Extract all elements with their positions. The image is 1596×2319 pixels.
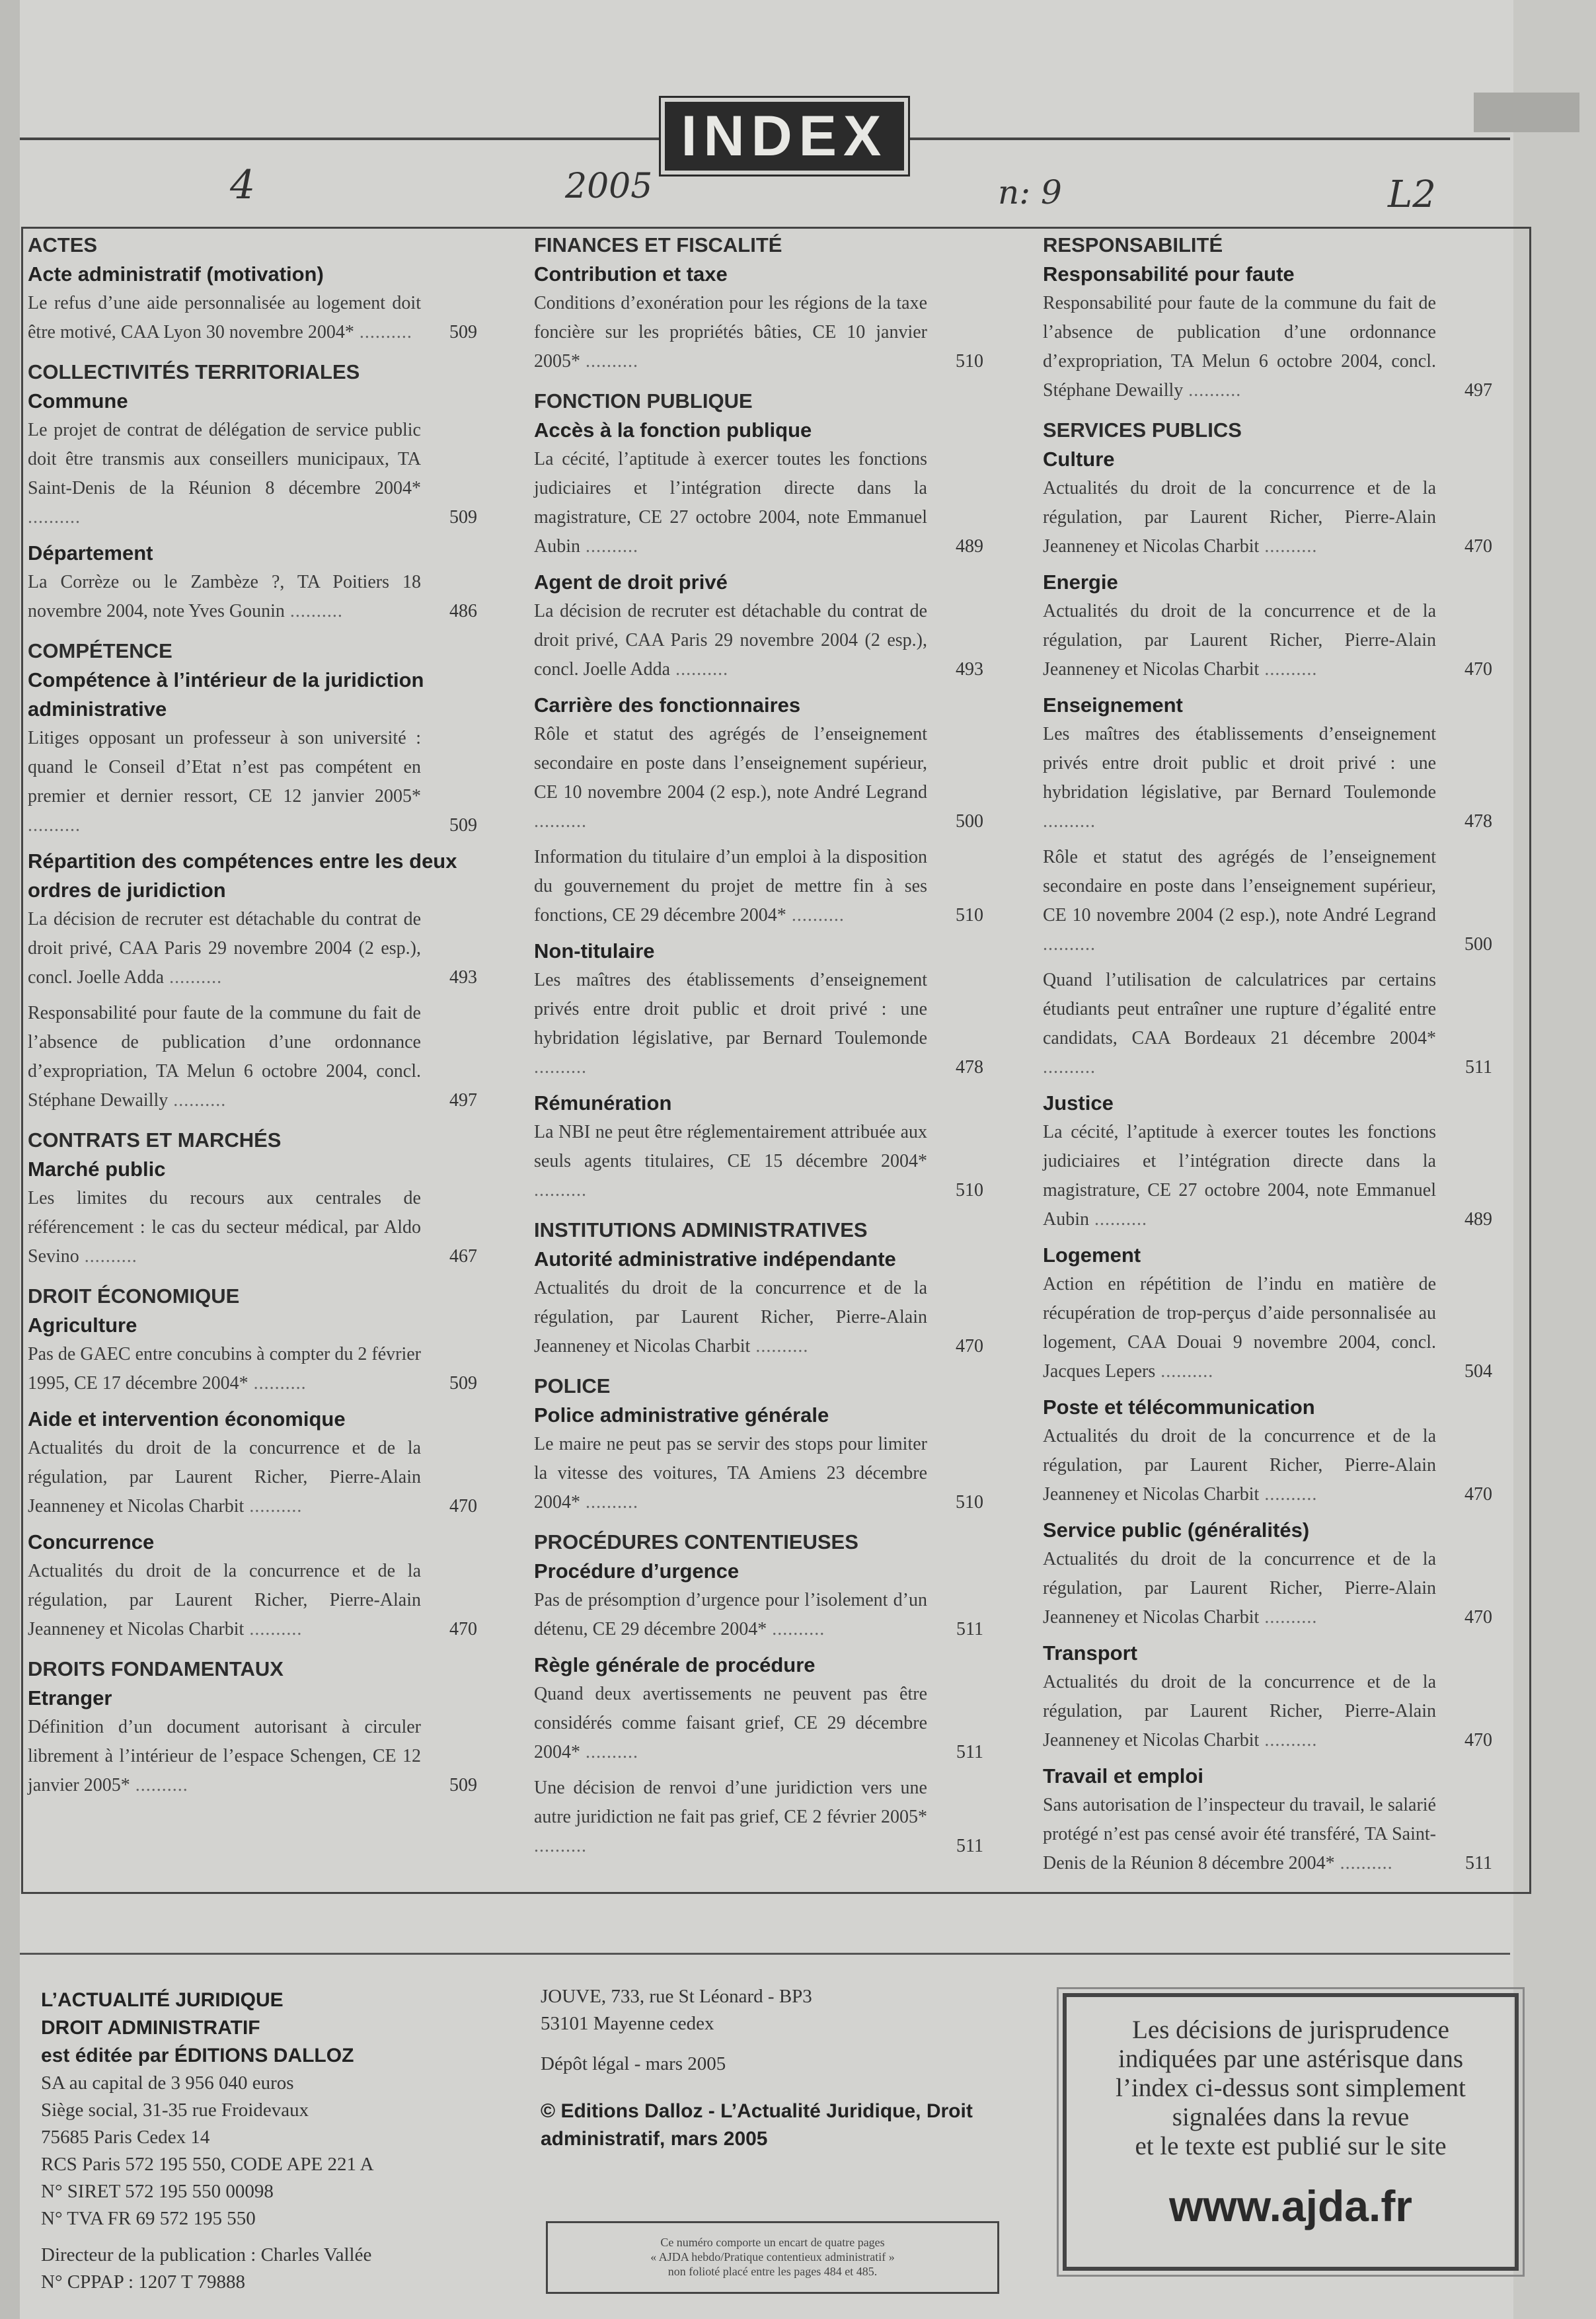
publisher-detail: SA au capital de 3 956 040 euros	[41, 2072, 294, 2094]
leader-dots: ..........	[534, 1180, 587, 1200]
leader-dots: ..........	[580, 1492, 638, 1513]
entry-text: La Corrèze ou le Zambèze ?, TA Poitiers 18 novembre 2004, note Yves Gounin	[28, 572, 421, 621]
page-number: 467	[449, 1246, 477, 1267]
handwritten-mark-1: 4	[230, 162, 256, 208]
section-heading: COLLECTIVITÉS TERRITORIALES	[28, 360, 360, 383]
page-number: 470	[956, 1336, 983, 1356]
subsection-heading: Travail et emploi	[1043, 1764, 1203, 1788]
note-line: l’index ci-dessus sont simplement	[1116, 2074, 1466, 2102]
entry-text: Pas de GAEC entre concubins à compter du 2 février 1995, CE 17 décembre 2004*	[28, 1344, 421, 1394]
subsection-heading: Logement	[1043, 1243, 1141, 1267]
index-entry	[534, 720, 983, 836]
entry-text: Conditions d’exonération pour les régions de la taxe foncière sur les propriétés bâties, CE 10 janvier 2005*	[534, 293, 927, 372]
index-entry	[1043, 1668, 1492, 1755]
subsection-heading: Commune	[28, 389, 128, 413]
entry-text: Actualités du droit de la concurrence et de la régulation, par Laurent Richer, Pierre-Alain Jeanneney et Nicolas Charbit	[534, 1278, 927, 1356]
subsection-heading: Répartition des compétences entre les deux ordres de juridiction	[28, 849, 457, 902]
page-number: 509	[449, 1373, 477, 1394]
insert-note-box	[546, 2221, 999, 2294]
subsection-heading: Compétence à l’intérieur de la juridiction administrative	[28, 668, 424, 721]
section-heading: POLICE	[534, 1374, 611, 1397]
entry-text: La cécité, l’aptitude à exercer toutes les fonctions judiciaires et l’intégration directe dans la magistrature, CE 27 octobre 2004, note Emmanuel Aubin	[534, 449, 927, 557]
website-link[interactable]: www.ajda.fr	[1169, 2181, 1412, 2230]
note-line: et le texte est publié sur le site	[1135, 2132, 1447, 2160]
entry-text: Quand deux avertissements ne peuvent pas être considérés comme faisant grief, CE 29 décembre 2004*	[534, 1684, 927, 1762]
subsection-heading: Responsabilité pour faute	[1043, 262, 1295, 286]
page-number: 470	[1464, 659, 1492, 680]
leader-dots: ..........	[248, 1373, 307, 1394]
entry-text: La cécité, l’aptitude à exercer toutes les fonctions judiciaires et l’intégration directe dans la magistrature, CE 27 octobre 2004, note Emmanuel Aubin	[1043, 1122, 1436, 1230]
section-heading: RESPONSABILITÉ	[1043, 233, 1223, 256]
leader-dots: ..........	[534, 811, 587, 832]
leader-dots: ..........	[1334, 1853, 1393, 1873]
entry-text: Actualités du droit de la concurrence et de la régulation, par Laurent Richer, Pierre-Alain Jeanneney et Nicolas Charbit	[1043, 1549, 1436, 1628]
copyright-notice: © Editions Dalloz - L’Actualité Juridique, Droit administratif, mars 2005	[541, 2100, 973, 2150]
index-entry	[28, 1557, 477, 1644]
index-entry	[1043, 1118, 1492, 1234]
leader-dots: ..........	[1089, 1209, 1147, 1230]
subsection-heading: Non-titulaire	[534, 939, 655, 963]
page-number: 509	[449, 1775, 477, 1795]
index-entry	[534, 445, 983, 561]
page-number: 470	[1464, 1730, 1492, 1750]
section-heading: CONTRATS ET MARCHÉS	[28, 1128, 282, 1152]
leader-dots: ..........	[580, 536, 638, 557]
page-number: 493	[449, 967, 477, 988]
index-entry	[1043, 720, 1492, 836]
entry-text: Actualités du droit de la concurrence et de la régulation, par Laurent Richer, Pierre-Alain Jeanneney et Nicolas Charbit	[1043, 478, 1436, 557]
entry-text: Définition d’un document autorisant à circuler librement à l’intérieur de l’espace Schengen, CE 12 janvier 2005*	[28, 1717, 421, 1795]
index-entry	[534, 597, 983, 684]
page-number: 500	[956, 811, 983, 832]
section-heading: COMPÉTENCE	[28, 639, 172, 662]
director-line: Directeur de la publication : Charles Vallée	[41, 2244, 372, 2265]
subsection-heading: Service public (généralités)	[1043, 1518, 1310, 1542]
entry-text: Responsabilité pour faute de la commune du fait de l’absence de publication d’une ordonnance d’expropriation, TA Melun 6 octobre 2004, concl. Stéphane Dewailly	[28, 1003, 421, 1111]
publisher-detail: RCS Paris 572 195 550, CODE APE 221 A	[41, 2154, 374, 2175]
section-heading: INSTITUTIONS ADMINISTRATIVES	[534, 1218, 868, 1241]
leader-dots: ..........	[284, 601, 343, 621]
index-entry	[28, 568, 477, 626]
index-entry	[1043, 1422, 1492, 1509]
index-entry	[534, 1430, 983, 1517]
entry-text: La NBI ne peut être réglementairement attribuée aux seuls agents titulaires, CE 15 décembre 2004*	[534, 1122, 927, 1171]
page-number: 511	[956, 1836, 983, 1856]
handwritten-mark-2: 2005	[565, 167, 653, 206]
index-entry	[28, 1713, 477, 1800]
index-entry	[534, 1586, 983, 1644]
page-number: 470	[1464, 1607, 1492, 1628]
page-number: 470	[1464, 1484, 1492, 1505]
index-entry	[1043, 289, 1492, 405]
subsection-heading: Contribution et taxe	[534, 262, 728, 286]
subsection-heading: Police administrative générale	[534, 1403, 829, 1427]
handwritten-mark-4: L2	[1388, 173, 1436, 216]
page-number: 511	[956, 1619, 983, 1639]
leader-dots: ..........	[130, 1775, 188, 1795]
entry-text: La décision de recruter est détachable du contrat de droit privé, CAA Paris 29 novembre 2004 (2 esp.), concl. Joelle Adda	[534, 601, 927, 680]
entry-text: Information du titulaire d’un emploi à la disposition du gouvernement du projet de mettre fin à ses fonctions, CE 29 décembre 2004*	[534, 847, 927, 925]
leader-dots: ..........	[767, 1619, 825, 1639]
footer-rule	[20, 1953, 1510, 1955]
entry-text: Les maîtres des établissements d’enseignement privés entre droit public et droit privé : une hybridation législative, par Bernard Toulemonde	[534, 970, 927, 1048]
leader-dots: ..........	[164, 967, 223, 988]
leader-dots: ..........	[168, 1090, 227, 1111]
entry-text: Les limites du recours aux centrales de référencement : le cas du secteur médical, par Aldo Sevino	[28, 1188, 421, 1267]
printer-line: 53101 Mayenne cedex	[541, 2013, 714, 2034]
page-number: 511	[1465, 1853, 1492, 1873]
subsection-heading: Marché public	[28, 1158, 166, 1181]
legal-deposit: Dépôt légal - mars 2005	[541, 2053, 726, 2074]
leader-dots: ..........	[1259, 659, 1318, 680]
entry-text: Action en répétition de l’indu en matière de récupération de trop-perçus d’aide personnalisée au logement, CAA Douai 9 novembre 2004, concl. Jacques Lepers	[1043, 1274, 1436, 1382]
page-number: 497	[449, 1090, 477, 1111]
subsection-heading: Autorité administrative indépendante	[534, 1247, 896, 1271]
page-number: 510	[956, 351, 983, 372]
subsection-heading: Enseignement	[1043, 693, 1183, 717]
index-entry	[534, 843, 983, 930]
index-entry	[28, 724, 477, 840]
publisher-detail: N° SIRET 572 195 550 00098	[41, 2181, 274, 2202]
page-number: 509	[449, 322, 477, 342]
leader-dots: ..........	[1043, 811, 1096, 832]
leader-dots: ..........	[786, 905, 845, 925]
note-line: indiquées par une astérisque dans	[1118, 2045, 1463, 2073]
entry-text: Le projet de contrat de délégation de service public doit être transmis aux conseillers municipaux, TA Saint-Denis de la Réunion 8 décembre 2004*	[28, 420, 421, 498]
index-entry	[1043, 1791, 1492, 1878]
section-heading: FONCTION PUBLIQUE	[534, 389, 753, 413]
leader-dots: ..........	[534, 1057, 587, 1078]
section-heading: ACTES	[28, 233, 98, 256]
subsection-heading: Accès à la fonction publique	[534, 418, 812, 442]
page-number: 500	[1464, 934, 1492, 955]
leader-dots: ..........	[580, 351, 638, 372]
leader-dots: ..........	[670, 659, 729, 680]
index-entry	[534, 1118, 983, 1205]
leader-dots: ..........	[28, 815, 81, 836]
leader-dots: ..........	[1155, 1361, 1214, 1382]
entry-text: Quand l’utilisation de calculatrices par certains étudiants peut entraîner une rupture d’égalité entre candidats, CAA Bordeaux 21 décembre 2004*	[1043, 970, 1436, 1048]
section-heading: DROIT ÉCONOMIQUE	[28, 1284, 240, 1308]
index-entry	[534, 1274, 983, 1361]
section-heading: SERVICES PUBLICS	[1043, 418, 1242, 442]
page-edge-shadow	[0, 0, 20, 2319]
index-entry	[1043, 597, 1492, 684]
subsection-heading: Procédure d’urgence	[534, 1559, 740, 1583]
leader-dots: ..........	[580, 1742, 638, 1762]
index-column-2	[534, 233, 983, 1867]
section-heading: FINANCES ET FISCALITÉ	[534, 233, 782, 256]
leader-dots: ..........	[244, 1619, 303, 1639]
subsection-heading: Justice	[1043, 1091, 1114, 1115]
page-number: 509	[449, 815, 477, 836]
insert-note-line: « AJDA hebdo/Pratique contentieux administratif »	[650, 2250, 895, 2263]
leader-dots: ..........	[1043, 1057, 1096, 1078]
entry-text: Actualités du droit de la concurrence et de la régulation, par Laurent Richer, Pierre-Alain Jeanneney et Nicolas Charbit	[1043, 601, 1436, 680]
subsection-heading: Etranger	[28, 1686, 112, 1710]
publisher-detail: N° TVA FR 69 572 195 550	[41, 2208, 256, 2229]
index-entry	[28, 416, 477, 532]
index-column-3	[1043, 233, 1492, 1885]
leader-dots: ..........	[1259, 1607, 1318, 1628]
section-heading: DROITS FONDAMENTAUX	[28, 1657, 284, 1680]
page-number: 504	[1464, 1361, 1492, 1382]
entry-text: Le maire ne peut pas se servir des stops pour limiter la vitesse des voitures, TA Amiens 23 décembre 2004*	[534, 1434, 927, 1513]
entry-text: La décision de recruter est détachable du contrat de droit privé, CAA Paris 29 novembre 2004 (2 esp.), concl. Joelle Adda	[28, 909, 421, 988]
section-heading: PROCÉDURES CONTENTIEUSES	[534, 1530, 858, 1553]
subsection-heading: Rémunération	[534, 1091, 672, 1115]
index-entry	[1043, 1270, 1492, 1386]
cppap-line: N° CPPAP : 1207 T 79888	[41, 2271, 245, 2293]
entry-text: Actualités du droit de la concurrence et de la régulation, par Laurent Richer, Pierre-Alain Jeanneney et Nicolas Charbit	[1043, 1426, 1436, 1505]
page-number: 470	[449, 1496, 477, 1516]
note-line: Les décisions de jurisprudence	[1132, 2016, 1449, 2044]
page-number: 510	[956, 905, 983, 925]
page-number: 489	[1464, 1209, 1492, 1230]
subsection-heading: Carrière des fonctionnaires	[534, 693, 801, 717]
index-entry	[534, 966, 983, 1082]
leader-dots: ..........	[1043, 934, 1096, 955]
page-number: 478	[956, 1057, 983, 1078]
page-number: 509	[449, 507, 477, 528]
leader-dots: ..........	[1259, 536, 1318, 557]
index-entry	[28, 1184, 477, 1271]
index-entry	[1043, 1545, 1492, 1632]
index-entry	[534, 1774, 983, 1861]
subsection-heading: Poste et télécommunication	[1043, 1395, 1315, 1419]
page-number: 486	[449, 601, 477, 621]
index-entry	[28, 1340, 477, 1398]
printer-line: JOUVE, 733, rue St Léonard - BP3	[541, 1986, 812, 2007]
page-number: 511	[1465, 1057, 1492, 1078]
leader-dots: ..........	[750, 1336, 809, 1356]
subsection-heading: Culture	[1043, 448, 1115, 471]
subsection-heading: Règle générale de procédure	[534, 1653, 816, 1676]
entry-text: Responsabilité pour faute de la commune du fait de l’absence de publication d’une ordonnance d’expropriation, TA Melun 6 octobre 2004, concl. Stéphane Dewailly	[1043, 293, 1436, 401]
page-number: 497	[1464, 380, 1492, 401]
leader-dots: ..........	[354, 322, 412, 342]
publisher-line: DROIT ADMINISTRATIF	[41, 2017, 260, 2039]
index-entry	[534, 289, 983, 376]
index-entry	[28, 1434, 477, 1521]
entry-text: Les maîtres des établissements d’enseignement privés entre droit public et droit privé : une hybridation législative, par Bernard Toulemonde	[1043, 724, 1436, 803]
index-entry	[1043, 843, 1492, 959]
entry-text: Sans autorisation de l’inspecteur du travail, le salarié protégé n’est pas censé avoir été transféré, TA Saint-Denis de la Réunion 8 décembre 2004*	[1043, 1795, 1436, 1873]
page-number: 470	[449, 1619, 477, 1639]
publisher-info	[41, 1986, 464, 2296]
subsection-heading: Département	[28, 541, 153, 565]
publisher-line: L’ACTUALITÉ JURIDIQUE	[41, 1989, 284, 2011]
index-title: INDEX	[661, 98, 908, 175]
index-entry	[28, 999, 477, 1115]
index-entry	[28, 905, 477, 992]
publisher-line: est éditée par ÉDITIONS DALLOZ	[41, 2045, 354, 2066]
leader-dots: ..........	[244, 1496, 303, 1516]
index-entry	[534, 1680, 983, 1767]
index-entry	[1043, 474, 1492, 561]
subsection-heading: Transport	[1043, 1641, 1137, 1665]
leader-dots: ..........	[79, 1246, 137, 1267]
printer-info	[541, 1983, 1016, 2153]
insert-note-line: non folioté placé entre les pages 484 et 485.	[667, 2265, 878, 2278]
entry-text: Rôle et statut des agrégés de l’enseignement secondaire en poste dans l’enseignement supérieur, CE 10 novembre 2004 (2 esp.), note André Legrand	[1043, 847, 1436, 925]
leader-dots: ..........	[28, 507, 81, 528]
page-number: 510	[956, 1180, 983, 1200]
leader-dots: ..........	[1259, 1730, 1318, 1750]
entry-text: Une décision de renvoi d’une juridiction vers une autre juridiction ne fait pas grief, CE 2 février 2005*	[534, 1778, 927, 1827]
subsection-heading: Agriculture	[28, 1314, 137, 1337]
page-number: 493	[956, 659, 983, 680]
publisher-detail: Siège social, 31-35 rue Froidevaux	[41, 2100, 309, 2121]
insert-note-line: Ce numéro comporte un encart de quatre pages	[660, 2236, 885, 2249]
page-number: 470	[1464, 536, 1492, 557]
subsection-heading: Agent de droit privé	[534, 570, 728, 594]
entry-text: Actualités du droit de la concurrence et de la régulation, par Laurent Richer, Pierre-Alain Jeanneney et Nicolas Charbit	[1043, 1672, 1436, 1750]
entry-text: Pas de présomption d’urgence pour l’isolement d’un détenu, CE 29 décembre 2004*	[534, 1590, 927, 1639]
note-line: signalées dans la revue	[1172, 2103, 1410, 2131]
entry-text: Le refus d’une aide personnalisée au logement doit être motivé, CAA Lyon 30 novembre 2004*	[28, 293, 421, 342]
index-entry	[1043, 966, 1492, 1082]
page-number: 510	[956, 1492, 983, 1513]
index-column-1	[28, 233, 477, 1807]
index-entry	[28, 289, 477, 347]
leader-dots: ..........	[534, 1836, 587, 1856]
asterisk-note-box	[1063, 1993, 1519, 2271]
leader-dots: ..........	[1183, 380, 1242, 401]
entry-text: Litiges opposant un professeur à son université : quand le Conseil d’Etat n’est pas compétent en premier et dernier ressort, CE 12 janvier 2005*	[28, 728, 421, 806]
page-number: 511	[956, 1742, 983, 1762]
page-number: 478	[1464, 811, 1492, 832]
subsection-heading: Concurrence	[28, 1530, 155, 1553]
entry-text: Actualités du droit de la concurrence et de la régulation, par Laurent Richer, Pierre-Alain Jeanneney et Nicolas Charbit	[28, 1561, 421, 1639]
leader-dots: ..........	[1259, 1484, 1318, 1505]
subsection-heading: Acte administratif (motivation)	[28, 262, 324, 286]
handwritten-mark-3: n: 9	[998, 173, 1062, 212]
publisher-detail: 75685 Paris Cedex 14	[41, 2127, 210, 2148]
entry-text: Rôle et statut des agrégés de l’enseignement secondaire en poste dans l’enseignement supérieur, CE 10 novembre 2004 (2 esp.), note André Legrand	[534, 724, 927, 803]
entry-text: Actualités du droit de la concurrence et de la régulation, par Laurent Richer, Pierre-Alain Jeanneney et Nicolas Charbit	[28, 1438, 421, 1516]
subsection-heading: Energie	[1043, 570, 1118, 594]
subsection-heading: Aide et intervention économique	[28, 1407, 346, 1431]
page-number: 489	[956, 536, 983, 557]
